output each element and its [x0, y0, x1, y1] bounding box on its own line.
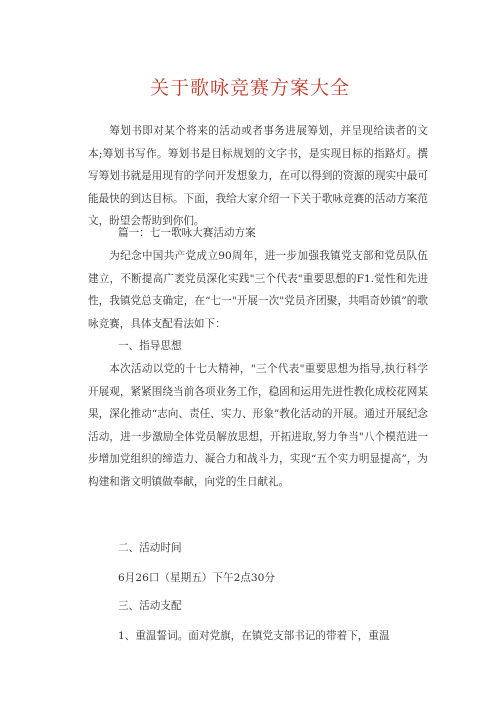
heading-activity-arrangement: 三、活动支配 [118, 600, 182, 612]
arrangement-item-1: 1、重温誓词。面对党旗，在镇党支部书记的带着下，重温 [118, 630, 390, 642]
intro-paragraph: 筹划书即对某个将来的活动或者事务进展筹划，并呈现给读者的文本;筹划书写作。筹划书是目标规划的文字书，是实现目标的指路灯。撰写筹划书就是用现有的学问开发想象力，在可以得到的资源的现实中最可能最快的到达目标。下面，我给大家介绍一下关于歌咏竞赛的活动方案范文，盼望会帮助到你们。 [88, 125, 428, 227]
heading-guiding-ideology: 一、指导思想 [118, 340, 182, 352]
heading-activity-time: 二、活动时间 [118, 542, 182, 554]
guiding-ideology-paragraph: 本次活动以党的十七大精神，"三个代表"重要思想为指导,执行科学开展观，紧紧围绕当前各项业务工作，稳固和运用先进性教化成校花网某果，深化推动“志向、责任、实力、形象”教化活动的开展。通过开展纪念活动，进一步激励全体党员解放思想，开拓进取,努力争当"八个模范进一步增加党组织的缔造力、凝合力和战斗力，实现“五个实力明显提高”，为构建和谐文明镇做奉献，向党的生日献礼。 [88, 363, 428, 488]
activity-time-text: 6月26口（星期五）下午2点30分 [118, 572, 275, 584]
section-intro-paragraph: 为纪念中国共产党成立90周年，进一步加强我镇党支部和党员队伍建立，不断提高广袤党员深化实践"三个代表"重要思想的F1.觉性和先进性，我镇党总支确定，在“七一"开展一次"党员齐团聚，共唱奇妙镇”的歌咏竞赛，具体支配看法如下： [88, 250, 428, 330]
document-title: 关于歌咏竞赛方案大全 [149, 77, 350, 99]
section-title: 篇一：七一歌咏大赛活动方案 [118, 227, 256, 239]
